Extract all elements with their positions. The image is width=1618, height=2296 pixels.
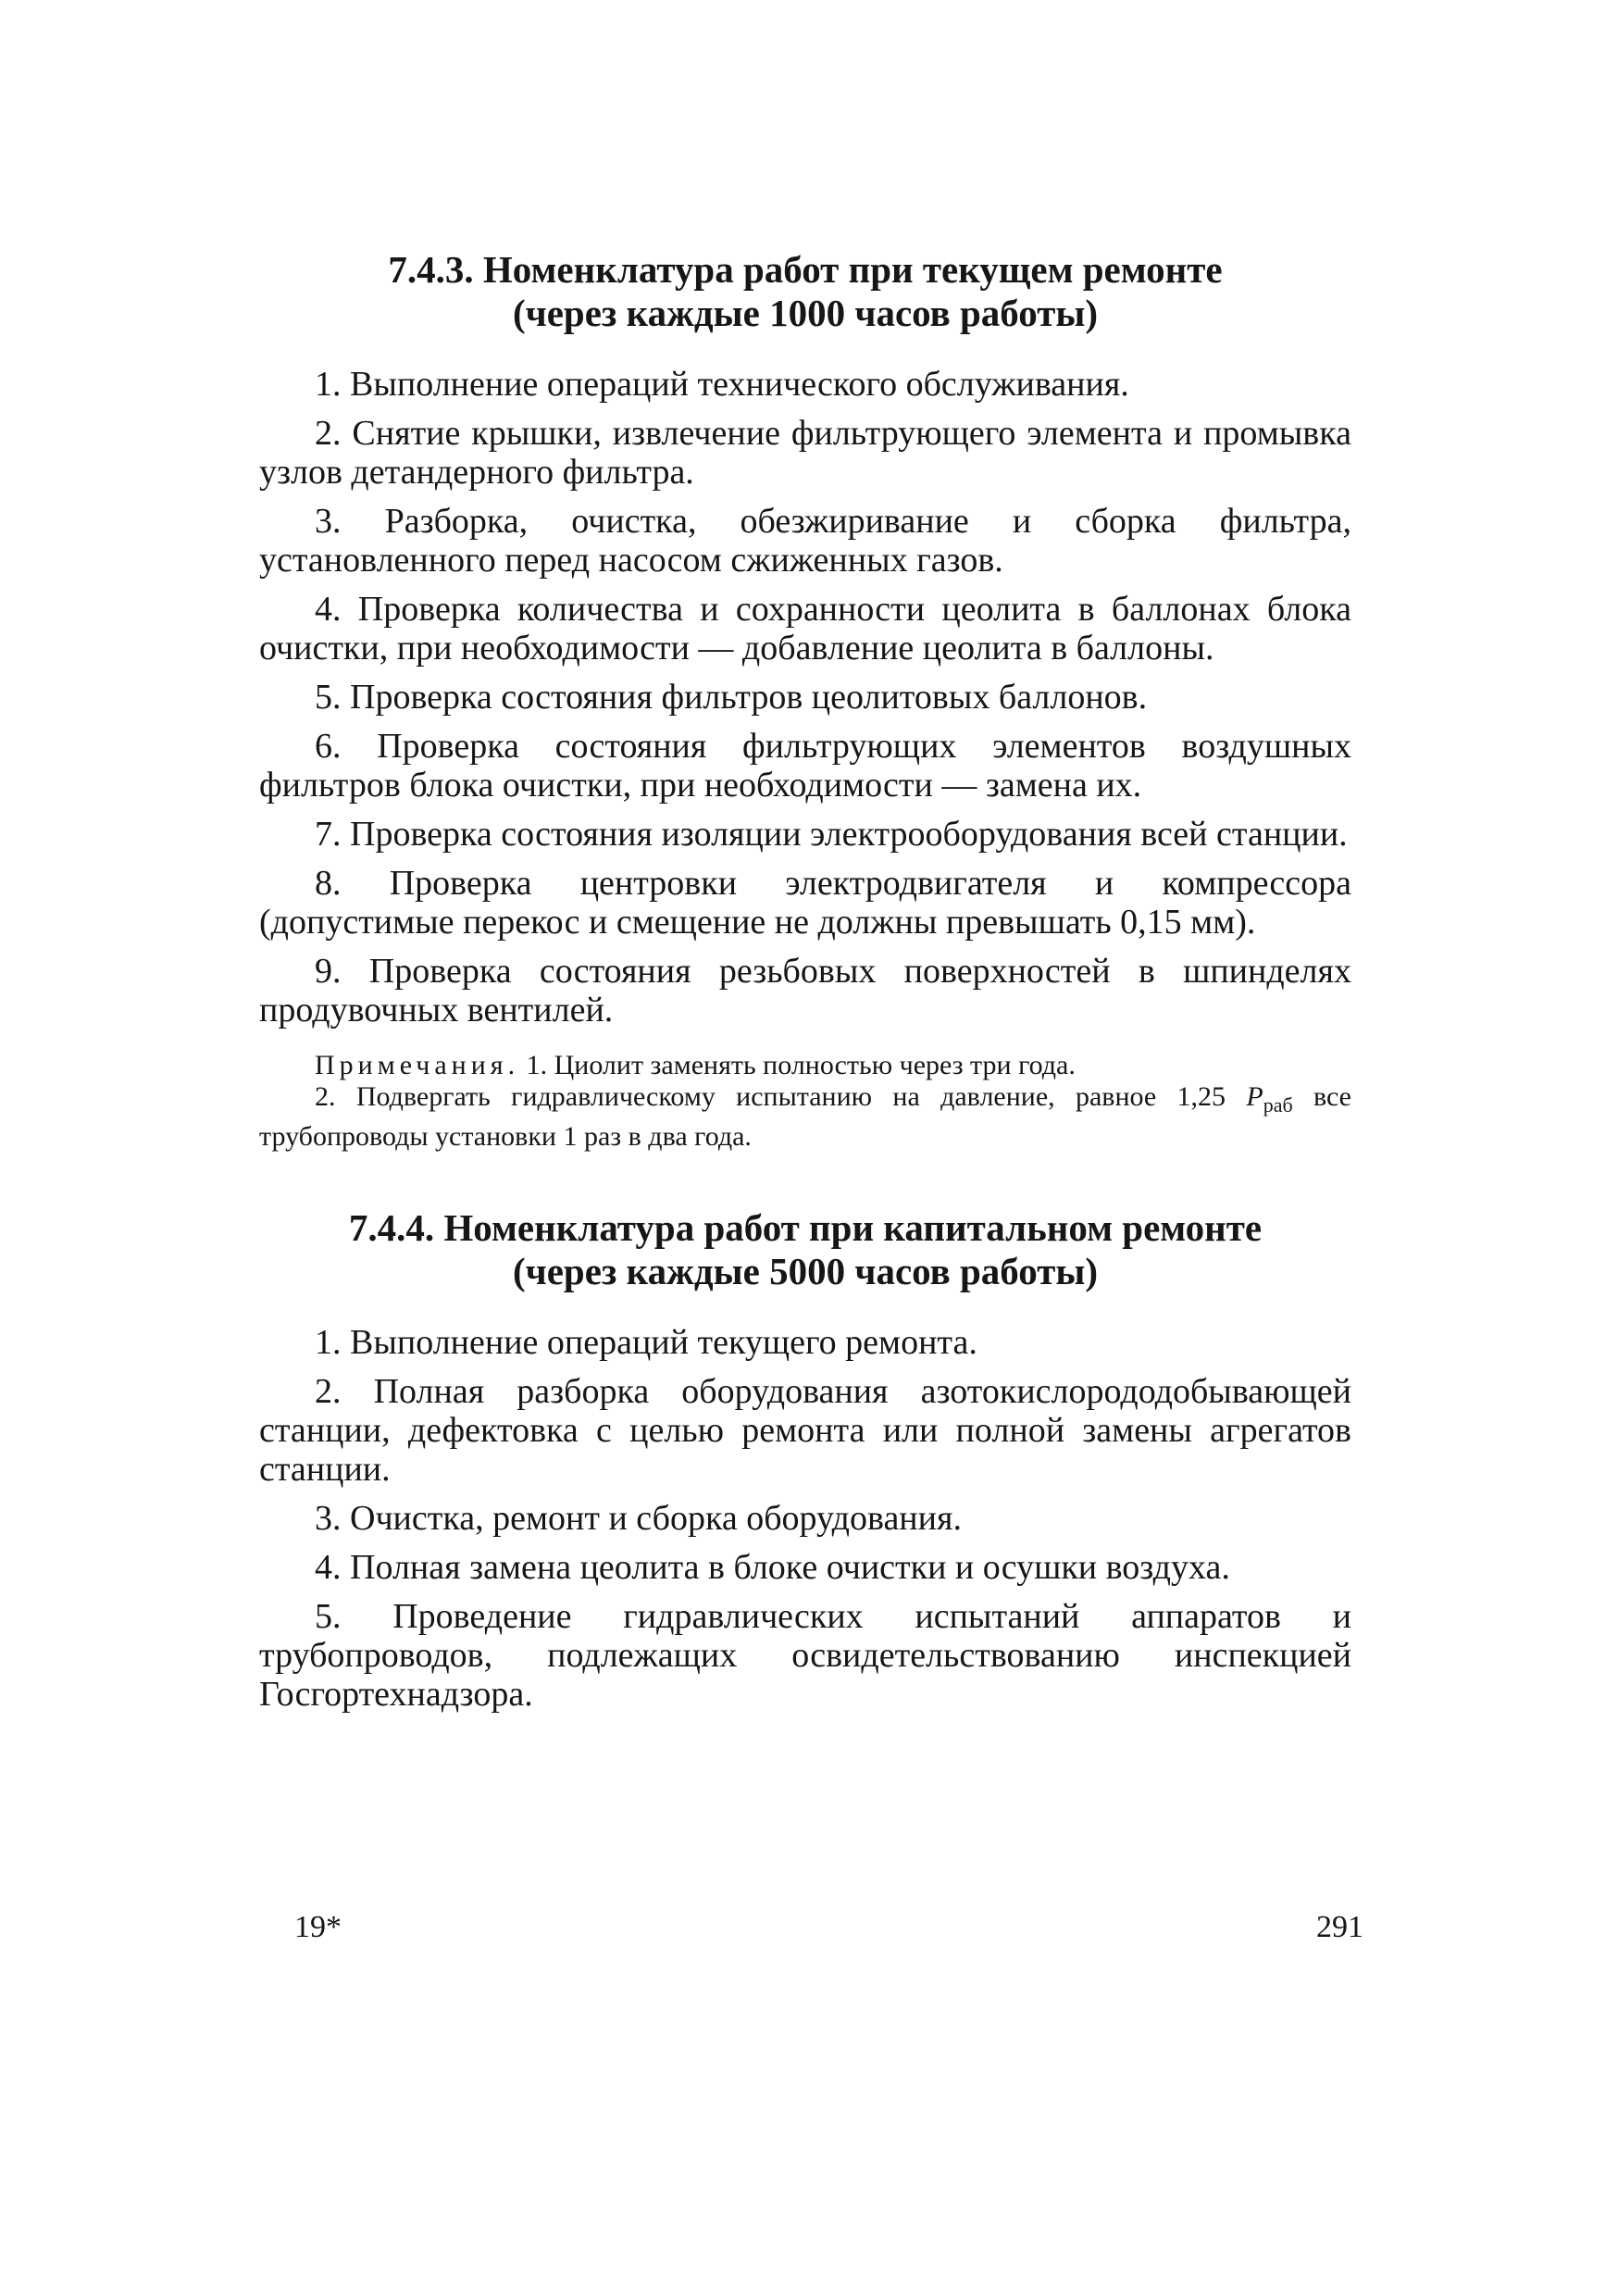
list-item: 2. Полная разборка оборудования азотокислорододобывающей станции, дефектовка с целью ремонта или полной замены агрегатов станции.: [259, 1372, 1351, 1489]
list-item: 3. Разборка, очистка, обезжиривание и сборка фильтра, установленного перед насосом сжиженных газов.: [259, 502, 1351, 580]
notes-block: [259, 1050, 1351, 1153]
list-item: 6. Проверка состояния фильтрующих элементов воздушных фильтров блока очистки, при необходимости — замена их.: [259, 727, 1351, 805]
note-text: 2. Подвергать гидравлическому испытанию на давление, равное 1,25: [315, 1081, 1247, 1112]
printer-signature: 19*: [294, 1910, 342, 1944]
section-heading-capital-repair: [259, 1206, 1351, 1293]
section-heading-current-repair: [259, 248, 1351, 335]
notes-label: Примечания.: [315, 1050, 520, 1080]
note: [259, 1081, 1351, 1153]
list-item: 1. Выполнение операций технического обслуживания.: [315, 365, 1129, 404]
page-body: [259, 248, 1351, 1724]
list-item: 7. Проверка состояния изоляции электрооборудования всей станции.: [315, 815, 1348, 854]
list-item: 5. Проведение гидравлических испытаний аппаратов и трубопроводов, подлежащих освидетельствованию инспекцией Госгортехнадзора.: [259, 1597, 1351, 1714]
list-item: 8. Проверка центровки электродвигателя и компрессора (допустимые перекос и смещение не должны превышать 0,15 мм).: [259, 864, 1351, 942]
heading-line: 7.4.4. Номенклатура работ при капитальном ремонте: [348, 1206, 1263, 1249]
note-text: все трубопроводы установки 1 раз в два года.: [259, 1081, 1351, 1152]
note: [259, 1050, 1351, 1081]
note-text: 1. Циолит заменять полностью через три года.: [526, 1050, 1076, 1080]
work-list-capital-repair: [259, 1323, 1351, 1714]
list-item: 2. Снятие крышки, извлечение фильтрующего элемента и промывка узлов детандерного фильтра.: [259, 414, 1351, 492]
pressure-symbol: P: [1246, 1081, 1263, 1112]
list-item: 4. Полная замена цеолита в блоке очистки и осушки воздуха.: [315, 1548, 1230, 1587]
list-item: 5. Проверка состояния фильтров цеолитовых баллонов.: [315, 678, 1148, 717]
list-item: 3. Очистка, ремонт и сборка оборудования.: [315, 1499, 962, 1538]
heading-line: (через каждые 5000 часов работы): [512, 1250, 1099, 1292]
list-item: 4. Проверка количества и сохранности цеолита в баллонах блока очистки, при необходимости — добавление цеолита в баллоны.: [259, 590, 1351, 668]
list-item: 9. Проверка состояния резьбовых поверхностей в шпинделях продувочных вентилей.: [259, 952, 1351, 1029]
heading-line: (через каждые 1000 часов работы): [512, 292, 1099, 334]
list-item: 1. Выполнение операций текущего ремонта.: [315, 1323, 977, 1362]
page-number: 291: [1316, 1910, 1363, 1944]
pressure-subscript: раб: [1263, 1093, 1293, 1117]
heading-line: 7.4.3. Номенклатура работ при текущем ремонте: [388, 248, 1223, 291]
work-list-current-repair: [259, 365, 1351, 1029]
